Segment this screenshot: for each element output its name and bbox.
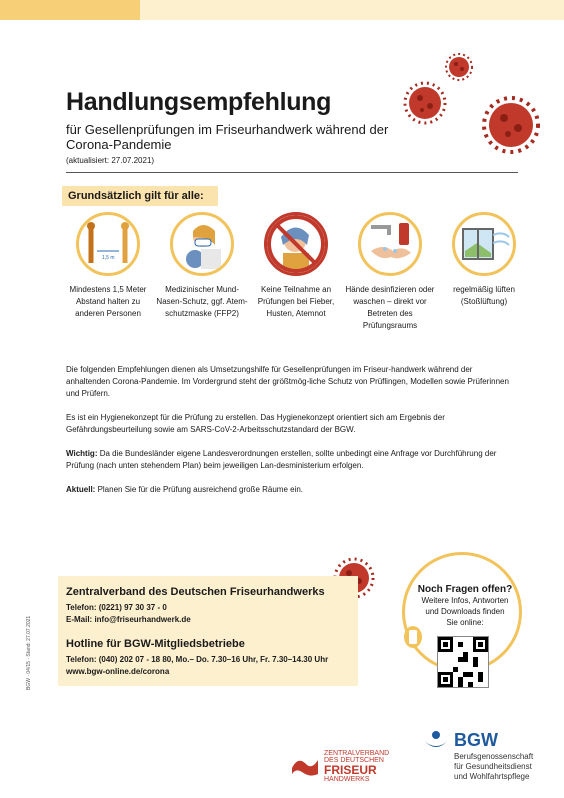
distance-icon <box>76 212 140 276</box>
questions-line: und Downloads finden <box>425 607 505 616</box>
body-text <box>66 364 514 508</box>
updated-date: (aktualisiert: 27.07.2021) <box>66 156 155 165</box>
zv-line3: FRISEUR <box>324 763 377 777</box>
zv-line2: DES DEUTSCHEN <box>324 757 384 764</box>
top-accent-bar-light <box>140 0 564 20</box>
rule-text: Keine Teilnahme an Prüfungen bei Fieber, Husten, Atemnot <box>257 285 335 318</box>
rule-text: Hände desinfizieren oder waschen – direkt vor Betreten des Prüfungsraums <box>345 285 435 330</box>
questions-line: Sie online: <box>446 618 484 627</box>
page-title: Handlungsempfehlung <box>66 88 332 116</box>
hotline-phone: Telefon: (040) 202 07 - 18 80, Mo.– Do. 7.30–16 Uhr, Fr. 7.30–14.30 Uhr <box>66 655 329 664</box>
section-heading: Grundsätzlich gilt für alle: <box>62 186 218 206</box>
virus-illustration-large <box>480 94 542 156</box>
hotline-web-link[interactable]: www.bgw-online.de/corona <box>66 667 170 676</box>
virus-illustration-medium <box>402 80 448 126</box>
contact-box <box>58 576 358 686</box>
phone-icon <box>404 626 422 648</box>
bgw-logo <box>420 730 550 790</box>
hygiene-paragraph: Es ist ein Hygienekonzept für die Prüfung zu erstellen. Das Hygienekonzept orientiert sich am Ergebnis der Gefährdungsbeurteilung sowie am SARS-CoV-2-Arbeitsschutzstandard der BGW. <box>66 413 445 434</box>
document-code: BGW · 04/15 · Stand: 27.07.2021 <box>26 615 32 690</box>
rules-icon-row <box>62 212 522 342</box>
important-text: Da die Bundesländer eigene Landesverordnungen erstellen, sollte unbedingt eine Anfrage vor Durchführung der Prüfung (nach unten stehendem Plan) beim jeweiligen Lan-desministerium erfolgen. <box>66 449 497 470</box>
window-ventilation-icon <box>452 212 516 276</box>
rule-distance <box>62 212 154 320</box>
sick-person-icon <box>264 212 328 276</box>
bgw-sub-line: für Gesundheitsdienst <box>454 762 532 771</box>
bgw-sub-line: Berufsgenossenschaft <box>454 752 534 761</box>
distance-label: 1,5 m <box>102 255 115 261</box>
zv-friseur-logo <box>290 750 390 783</box>
rule-hands <box>344 212 436 332</box>
bgw-subtitle <box>454 752 533 782</box>
rule-text: regelmäßig lüften (Stoßlüftung) <box>453 285 515 306</box>
qr-code-icon[interactable] <box>437 636 489 688</box>
top-accent-bar <box>0 0 140 20</box>
virus-illustration-small <box>444 52 474 82</box>
questions-heading: Noch Fragen offen? <box>417 584 513 595</box>
hotline-heading: Hotline für BGW-Mitgliedsbetriebe <box>66 638 245 650</box>
current-text: Planen Sie für die Prüfung ausreichend große Räume ein. <box>95 485 304 494</box>
rule-no-sick <box>250 212 342 320</box>
zv-logo-mark <box>290 752 320 778</box>
mask-icon <box>170 212 234 276</box>
questions-text <box>402 584 528 628</box>
current-label: Aktuell: <box>66 485 96 494</box>
hand-wash-icon <box>358 212 422 276</box>
org-email[interactable]: E-Mail: info@friseurhandwerk.de <box>66 615 191 624</box>
header-divider <box>66 172 518 173</box>
rule-mask <box>156 212 248 320</box>
important-paragraph <box>66 448 514 472</box>
org-name: Zentralverband des Deutschen Friseurhandwerks <box>66 586 325 598</box>
zv-line1: ZENTRALVERBAND <box>324 750 390 757</box>
rule-text: Mindestens 1,5 Meter Abstand halten zu anderen Personen <box>69 285 147 318</box>
bgw-logo-mark <box>420 730 452 752</box>
questions-line: Weitere Infos, Antworten <box>421 596 509 605</box>
bgw-name: BGW <box>454 730 498 750</box>
rule-text: Medizinischer Mund-Nasen-Schutz, ggf. Atem-schutzmaske (FFP2) <box>156 285 248 318</box>
page-subtitle: für Gesellenprüfungen im Friseurhandwerk während der Corona-Pandemie <box>66 122 389 152</box>
rule-ventilate <box>438 212 530 308</box>
org-phone: Telefon: (0221) 97 30 37 - 0 <box>66 603 167 612</box>
current-paragraph <box>66 484 514 496</box>
important-label: Wichtig: <box>66 449 98 458</box>
bgw-sub-line: und Wohlfahrtspflege <box>454 772 530 781</box>
intro-paragraph: Die folgenden Empfehlungen dienen als Umsetzungshilfe für Gesellenprüfungen im Friseur-handwerk während der anhaltenden Corona-Pandemie. Im Vordergrund steht der größtmög-liche Schutz von Prüflingen, Modellen sowie Prüferinnen und Prüfern. <box>66 365 509 398</box>
zv-line4: HANDWERKS <box>324 776 370 783</box>
